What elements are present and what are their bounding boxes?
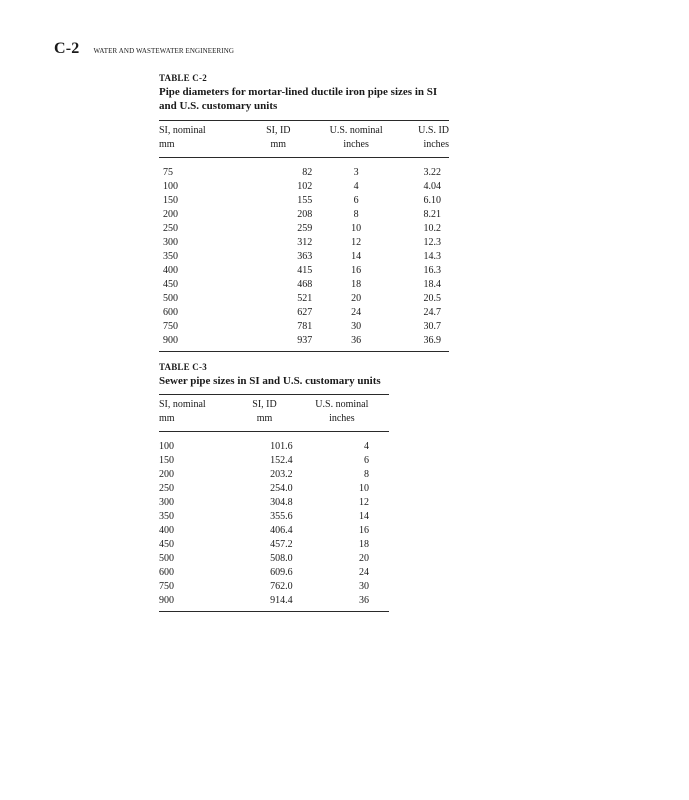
table-row [159, 250, 449, 264]
table-row [159, 552, 389, 566]
table-row [159, 236, 449, 250]
table-cell: 200 [159, 469, 174, 480]
table-cell: 20 [359, 553, 369, 564]
table-cell: 355.6 [270, 511, 293, 522]
table-cell: 350 [163, 251, 178, 262]
table-c2 [159, 120, 449, 352]
table-cell: 14 [351, 251, 362, 262]
table-cell: 406.4 [270, 525, 293, 536]
table-cell: 6.10 [423, 195, 441, 206]
table-cell: 82 [302, 167, 313, 178]
table-c3-header-si-nominal-unit: mm [159, 412, 234, 432]
table-cell: 36 [318, 334, 394, 352]
table-cell: 8.21 [423, 209, 441, 220]
table-cell: 102 [297, 181, 313, 192]
table-row [159, 208, 449, 222]
table-cell: 762.0 [270, 581, 293, 592]
table-cell: 3.22 [423, 167, 441, 178]
table-cell: 16 [351, 265, 362, 276]
table-row [159, 306, 449, 320]
table-cell: 75 [163, 167, 173, 178]
table-cell: 150 [163, 195, 178, 206]
table-row [159, 264, 449, 278]
table-cell: 200 [163, 209, 178, 220]
table-cell: 24.7 [423, 307, 441, 318]
table-cell: 400 [159, 525, 174, 536]
table-cell: 250 [163, 223, 178, 234]
table-cell: 304.8 [270, 497, 293, 508]
table-cell: 100 [159, 441, 174, 452]
table-row [159, 538, 389, 552]
table-row [159, 194, 449, 208]
table-c2-body [159, 158, 449, 352]
table-c2-header-si-id: SI, ID [238, 121, 318, 139]
table-c3-header-si-id: SI, ID [234, 395, 294, 413]
table-row [159, 158, 449, 181]
table-cell: 20 [351, 293, 362, 304]
table-row [159, 180, 449, 194]
page-number: C-2 [54, 40, 80, 57]
table-cell: 14 [359, 511, 369, 522]
table-cell: 12 [359, 497, 369, 508]
table-c3-body [159, 432, 389, 612]
table-cell: 312 [297, 237, 313, 248]
table-cell: 16.3 [423, 265, 441, 276]
table-c2-header-si-nominal: SI, nominal [159, 121, 238, 139]
table-cell: 12.3 [423, 237, 441, 248]
table-cell: 521 [297, 293, 313, 304]
table-cell: 300 [163, 237, 178, 248]
table-row [159, 524, 389, 538]
table-cell: 208 [297, 209, 313, 220]
table-cell: 937 [238, 334, 318, 352]
table-c3-header-si-id-unit: mm [234, 412, 294, 432]
table-row [159, 468, 389, 482]
table-row [159, 566, 389, 580]
table-row [159, 496, 389, 510]
table-cell: 500 [163, 293, 178, 304]
table-cell: 508.0 [270, 553, 293, 564]
table-cell: 24 [351, 307, 362, 318]
table-row [159, 594, 389, 612]
table-row [159, 278, 449, 292]
table-cell: 750 [163, 321, 178, 332]
table-row [159, 292, 449, 306]
table-c2-label: TABLE C-2 [159, 73, 207, 83]
table-c3-block [159, 361, 389, 612]
table-cell: 457.2 [270, 539, 293, 550]
table-c2-caption [159, 85, 449, 113]
table-cell: 4.04 [423, 181, 441, 192]
table-cell: 750 [159, 581, 174, 592]
table-cell: 300 [159, 497, 174, 508]
table-row [159, 580, 389, 594]
table-cell: 900 [159, 594, 234, 612]
table-c3-header-us-nominal: U.S. nominal [295, 395, 389, 413]
table-cell: 363 [297, 251, 313, 262]
table-row [159, 222, 449, 236]
table-c2-header-si-id-unit: mm [238, 138, 318, 158]
table-cell: 4 [353, 181, 359, 192]
table-cell: 6 [364, 455, 369, 466]
table-cell: 450 [163, 279, 178, 290]
table-row [159, 334, 449, 352]
table-cell: 24 [359, 567, 369, 578]
table-c2-header-us-nominal: U.S. nominal [318, 121, 394, 139]
table-c3-label: TABLE C-3 [159, 362, 207, 372]
table-cell: 415 [297, 265, 313, 276]
table-row [159, 482, 389, 496]
table-cell: 18 [351, 279, 362, 290]
table-cell: 101.6 [270, 441, 293, 452]
table-cell: 30 [359, 581, 369, 592]
table-cell: 250 [159, 483, 174, 494]
table-cell: 600 [163, 307, 178, 318]
table-row [159, 320, 449, 334]
table-cell: 914.4 [234, 594, 294, 612]
table-cell: 259 [297, 223, 313, 234]
table-cell: 18.4 [423, 279, 441, 290]
table-c2-header-us-id: U.S. ID [394, 121, 449, 139]
table-cell: 8 [364, 469, 369, 480]
table-cell: 500 [159, 553, 174, 564]
table-cell: 627 [297, 307, 313, 318]
table-c3-header-si-nominal: SI, nominal [159, 395, 234, 413]
table-cell: 468 [297, 279, 313, 290]
table-cell: 152.4 [270, 455, 293, 466]
table-cell: 10.2 [423, 223, 441, 234]
table-c2-header-si-nominal-unit: mm [159, 138, 238, 158]
table-cell: 30 [351, 321, 362, 332]
table-cell: 12 [351, 237, 362, 248]
running-title: WATER AND WASTEWATER ENGINEERING [93, 47, 235, 55]
table-cell: 155 [297, 195, 313, 206]
table-cell: 254.0 [270, 483, 293, 494]
table-c2-header-us-id-unit: inches [394, 138, 449, 158]
table-cell: 350 [159, 511, 174, 522]
table-c2-caption-line1: Pipe diameters for mortar-lined ductile iron pipe sizes in SI [159, 86, 438, 98]
table-cell: 10 [359, 483, 369, 494]
table-cell: 781 [297, 321, 313, 332]
table-c2-caption-line2: and U.S. customary units [159, 100, 278, 112]
running-head [54, 40, 234, 58]
table-c3-header-us-nominal-unit: inches [295, 412, 389, 432]
table-row [159, 510, 389, 524]
table-cell: 203.2 [270, 469, 293, 480]
table-cell: 20.5 [423, 293, 441, 304]
table-cell: 30.7 [423, 321, 441, 332]
table-c2-block [159, 72, 449, 352]
table-cell: 14.3 [423, 251, 441, 262]
table-cell: 900 [159, 334, 238, 352]
table-cell: 4 [364, 441, 369, 452]
table-row [159, 454, 389, 468]
table-cell: 400 [163, 265, 178, 276]
table-c2-header-us-nominal-unit: inches [318, 138, 394, 158]
table-c3-caption: Sewer pipe sizes in SI and U.S. customary units [159, 375, 381, 387]
table-cell: 600 [159, 567, 174, 578]
table-cell: 6 [353, 195, 359, 206]
table-cell: 100 [163, 181, 178, 192]
table-c3 [159, 394, 389, 612]
table-cell: 36 [295, 594, 389, 612]
table-row [159, 432, 389, 455]
table-cell: 36.9 [394, 334, 449, 352]
table-cell: 609.6 [270, 567, 293, 578]
table-cell: 16 [359, 525, 369, 536]
table-cell: 3 [353, 167, 359, 178]
table-cell: 18 [359, 539, 369, 550]
table-cell: 150 [159, 455, 174, 466]
table-cell: 450 [159, 539, 174, 550]
table-cell: 10 [351, 223, 362, 234]
table-cell: 8 [353, 209, 359, 220]
